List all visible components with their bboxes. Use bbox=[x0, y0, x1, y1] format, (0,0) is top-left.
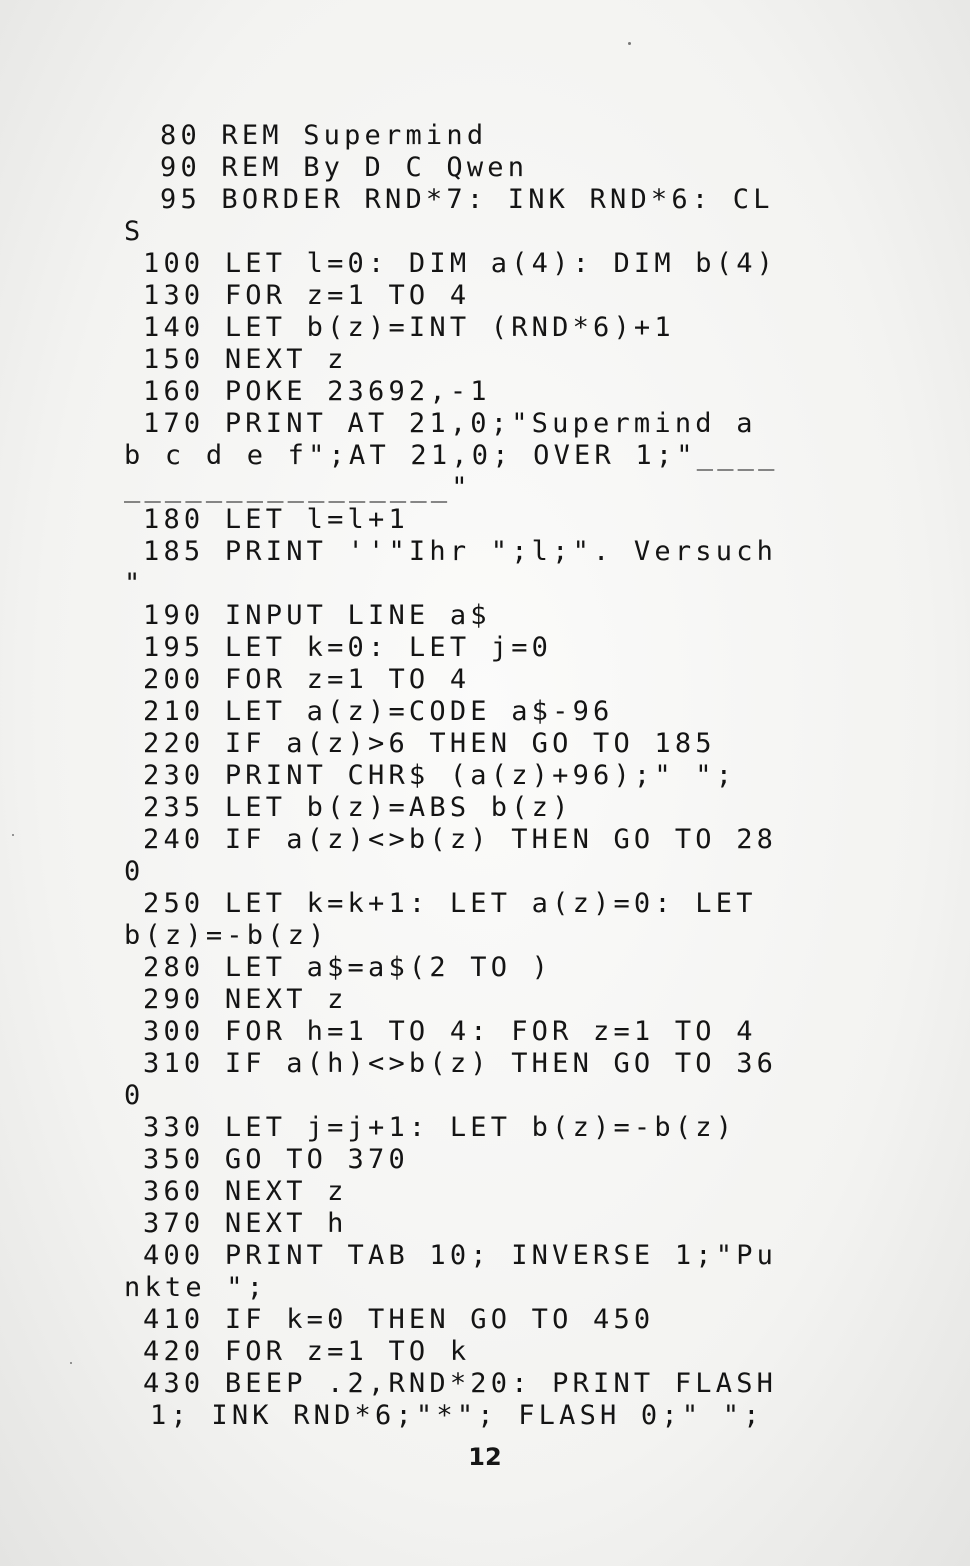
code-line-continuation: b c d e f";AT 21,0; OVER 1;"____ bbox=[124, 440, 779, 471]
code-line: 350 GO TO 370 bbox=[143, 1144, 409, 1175]
code-line: 240 IF a(z)<>b(z) THEN GO TO 28 bbox=[143, 824, 778, 855]
code-line: 420 FOR z=1 TO k bbox=[143, 1336, 471, 1367]
code-line-continuation: S bbox=[124, 216, 145, 247]
code-line: 370 NEXT h bbox=[143, 1208, 348, 1239]
code-line-continuation: 0 bbox=[124, 1080, 145, 1111]
code-line: 410 IF k=0 THEN GO TO 450 bbox=[143, 1304, 655, 1335]
code-line: 95 BORDER RND*7: INK RND*6: CL bbox=[160, 184, 774, 215]
code-line-continuation: b(z)=-b(z) bbox=[124, 920, 329, 951]
code-line: 90 REM By D C Qwen bbox=[160, 152, 529, 183]
page-number: 12 bbox=[468, 1443, 502, 1471]
code-line: 310 IF a(h)<>b(z) THEN GO TO 36 bbox=[143, 1048, 778, 1079]
code-line: 400 PRINT TAB 10; INVERSE 1;"Pu bbox=[143, 1240, 778, 1271]
code-line: 130 FOR z=1 TO 4 bbox=[143, 280, 471, 311]
code-line: 230 PRINT CHR$ (a(z)+96);" "; bbox=[143, 760, 737, 791]
code-line-continuation: 0 bbox=[124, 856, 145, 887]
scan-speck bbox=[12, 834, 14, 836]
code-line: 170 PRINT AT 21,0;"Supermind a bbox=[143, 408, 757, 439]
code-line: 280 LET a$=a$(2 TO ) bbox=[143, 952, 553, 983]
code-line-continuation: ________________" bbox=[124, 472, 472, 503]
code-line: 190 INPUT LINE a$ bbox=[143, 600, 491, 631]
code-line: 200 FOR z=1 TO 4 bbox=[143, 664, 471, 695]
code-line: 235 LET b(z)=ABS b(z) bbox=[143, 792, 573, 823]
code-line: 150 NEXT z bbox=[143, 344, 348, 375]
code-line: 185 PRINT ''"Ihr ";l;". Versuch bbox=[143, 536, 778, 567]
code-line: 220 IF a(z)>6 THEN GO TO 185 bbox=[143, 728, 716, 759]
code-line-continuation: nkte "; bbox=[124, 1272, 268, 1303]
code-line: 195 LET k=0: LET j=0 bbox=[143, 632, 553, 663]
scan-speck bbox=[70, 1362, 72, 1364]
code-line-continuation: 1; INK RND*6;"*"; FLASH 0;" "; bbox=[150, 1400, 764, 1431]
code-line: 160 POKE 23692,-1 bbox=[143, 376, 491, 407]
code-line: 140 LET b(z)=INT (RND*6)+1 bbox=[143, 312, 675, 343]
code-line: 330 LET j=j+1: LET b(z)=-b(z) bbox=[143, 1112, 737, 1143]
code-line-continuation: " bbox=[124, 568, 145, 599]
scan-speck bbox=[628, 42, 631, 45]
code-line: 430 BEEP .2,RND*20: PRINT FLASH bbox=[143, 1368, 778, 1399]
code-line: 210 LET a(z)=CODE a$-96 bbox=[143, 696, 614, 727]
code-line: 290 NEXT z bbox=[143, 984, 348, 1015]
code-line: 80 REM Supermind bbox=[160, 120, 488, 151]
code-line: 180 LET l=l+1 bbox=[143, 504, 409, 535]
code-line: 100 LET l=0: DIM a(4): DIM b(4) bbox=[143, 248, 778, 279]
code-line: 250 LET k=k+1: LET a(z)=0: LET bbox=[143, 888, 757, 919]
code-line: 300 FOR h=1 TO 4: FOR z=1 TO 4 bbox=[143, 1016, 757, 1047]
code-line: 360 NEXT z bbox=[143, 1176, 348, 1207]
